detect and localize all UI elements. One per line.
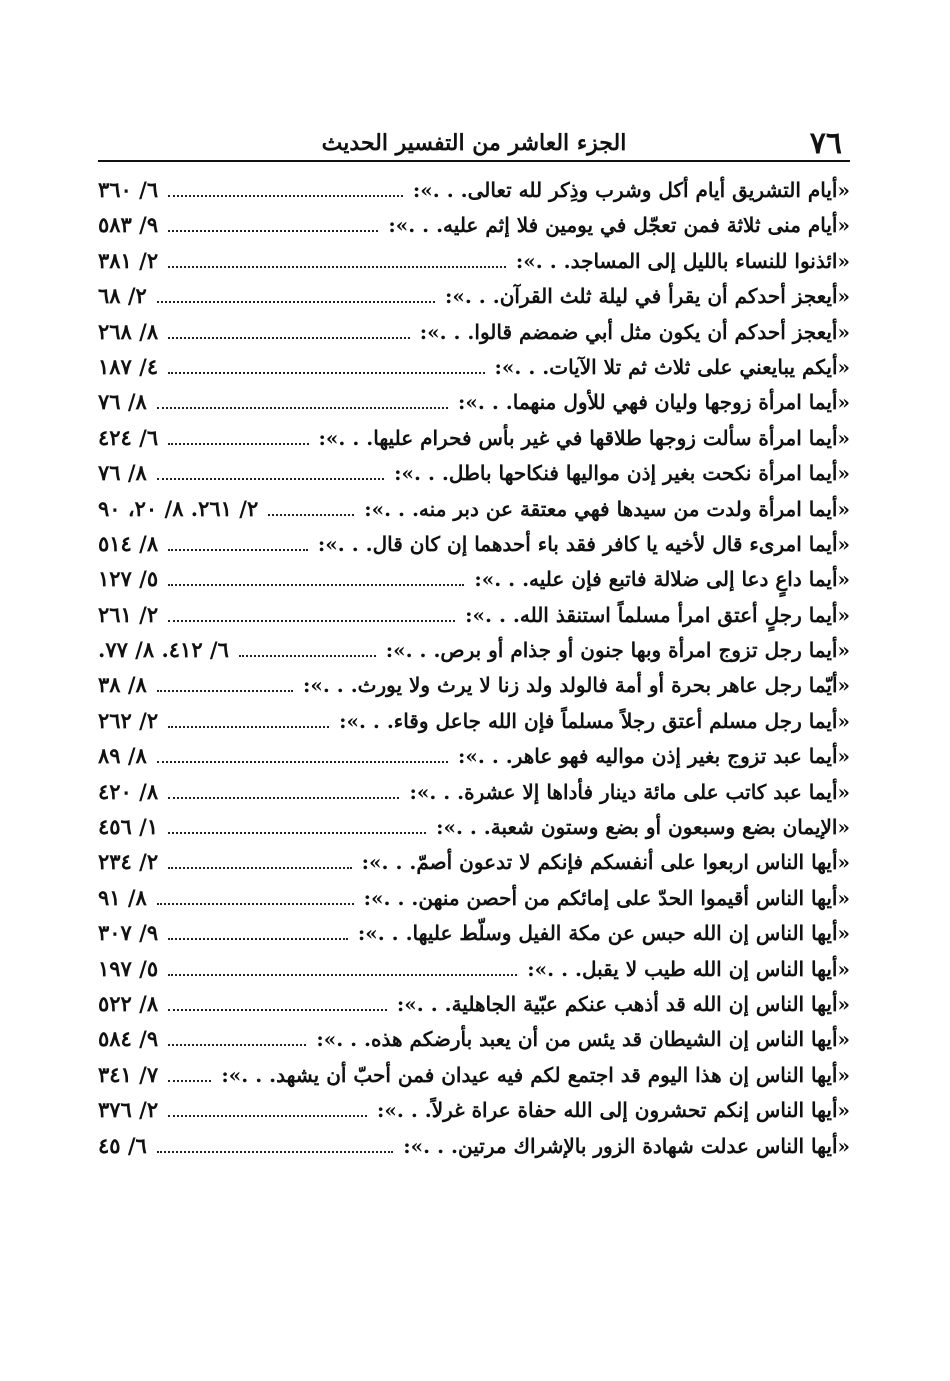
entry-text: «أيما امرىء قال لأخيه يا كافر فقد باء أحدهما إن كان قال. . .»: [317,531,850,556]
dot-leader [168,995,387,1011]
entry-reference: ٦/ ٤٥ [98,1132,147,1158]
dot-leader [168,606,455,622]
index-entry [98,738,850,773]
entry-reference: ٢/ ٦٨ [98,283,147,309]
dot-leader [168,1030,306,1046]
entry-reference: ٩/ ٣٠٧ [98,920,159,946]
index-entry [98,172,850,207]
index-entry [98,1021,850,1056]
entry-reference: ٨/ ٧٦ [98,460,147,486]
dot-leader [168,570,464,586]
index-entry [98,455,850,490]
entry-text: «أيما رجل مسلم أعتق رجلاً مسلماً فإن الله جاعل وقاء. . .»: [339,708,850,733]
dot-leader [239,641,376,657]
entry-text: «أيعجز أحدكم أن يقرأ في ليلة ثلث القرآن. . .»: [445,284,850,309]
entry-reference: ٢/ ٢٦٢ [98,707,159,733]
entry-text: «أيها الناس إن الشيطان قد يئس من أن يعبد بأرضكم هذه. . .»: [316,1027,850,1052]
index-entry [98,491,850,526]
entry-reference: ٥/ ١٩٧ [98,955,159,981]
index-entry [98,667,850,702]
index-entry [98,915,850,950]
entry-reference: ٨/ ٥١٤ [98,530,159,556]
entry-text: «ائذنوا للنساء بالليل إلى المساجد. . .»: [515,248,850,273]
index-entry [98,526,850,561]
dot-leader [168,181,403,197]
index-entry [98,207,850,242]
running-title: الجزء العاشر من التفسير الحديث [321,130,627,156]
dot-leader [168,712,329,728]
entry-reference: ٨/ ٢٦٨ [98,318,159,344]
entry-text: «أيّما رجل عاهر بحرة أو أمة فالولد ولد زنا لا يرث ولا يورث. . .»: [302,673,850,698]
index-entry [98,597,850,632]
entry-text: «أيما امرأة ولدت من سيدها فهي معتقة عن دبر منه. . .»: [364,496,850,521]
index-entry [98,420,850,455]
entry-reference: ٢/ ٣٨١ [98,247,159,273]
entry-reference: ٢/ ٢٦١ [98,601,159,627]
hadith-index-list [98,172,850,1163]
entry-text: «أيها الناس إن الله قد أذهب عنكم عبّية الجاهلية. . .»: [396,991,850,1016]
entry-reference: ١/ ٤٥٦ [98,814,159,840]
entry-text: «أيام التشريق أيام أكل وشرب وذِكر لله تعالى. . .»: [412,178,850,202]
index-entry [98,561,850,596]
index-entry [98,384,850,419]
dot-leader [268,500,354,516]
index-entry [98,986,850,1021]
entry-reference: ٢/ ٢٣٤ [98,849,159,875]
entry-text: «أيما رجل تزوج امرأة وبها جنون أو جذام أو برص. . .»: [385,638,850,663]
index-entry [98,243,850,278]
entry-text: «أيها الناس أقيموا الحدّ على إمائكم من أحصن منهن. . .»: [363,885,850,910]
index-entry [98,1092,850,1127]
entry-text: «أيام منى ثلاثة فمن تعجّل في يومين فلا إثم عليه. . .»: [388,213,850,238]
entry-text: «أيها الناس عدلت شهادة الزور بالإشراك مرتين. . .»: [403,1133,850,1158]
dot-leader [157,747,448,763]
index-entry [98,809,850,844]
dot-leader [168,960,517,976]
entry-text: «أيها الناس اربعوا على أنفسكم فإنكم لا تدعون أصمّ. . .»: [361,850,850,875]
dot-leader [168,924,348,940]
entry-text: «أيها الناس إن الله حبس عن مكة الفيل وسلّط عليها. . .»: [357,921,850,946]
dot-leader [168,429,308,445]
dot-leader [168,853,352,869]
index-entry [98,349,850,384]
entry-text: «أيما رجلٍ أعتق امرأ مسلماً استنقذ الله. . .»: [465,602,850,627]
page-header [98,120,850,162]
entry-text: «أيها الناس إن الله طيب لا يقبل. . .»: [527,956,850,981]
entry-reference: ٥/ ١٢٧ [98,566,159,592]
entry-reference: ٨/ ٨٩ [98,743,147,769]
entry-text: «الإيمان بضع وسبعون أو بضع وستون شعبة. . .»: [436,815,850,840]
index-entry [98,1128,850,1163]
entry-reference: ٨/ ٤٢٠ [98,778,159,804]
entry-reference: ٧/ ٣٤١ [98,1061,159,1087]
dot-leader [157,1137,393,1153]
index-entry [98,880,850,915]
entry-text: «أيعجز أحدكم أن يكون مثل أبي ضمضم قالوا. . .»: [419,319,850,344]
dot-leader [157,676,293,692]
index-entry [98,1057,850,1092]
index-entry [98,314,850,349]
entry-text: «أيما عبد كاتب على مائة دينار فأداها إلا عشرة. . .»: [409,779,850,804]
dot-leader [157,889,354,905]
entry-reference: ٨/ ٩١ [98,884,147,910]
dot-leader [168,216,378,232]
index-entry [98,951,850,986]
entry-text: «أيما امرأة نكحت بغير إذن مواليها فنكاحها باطل. . .»: [394,461,850,486]
entry-text: «أيها الناس إنكم تحشرون إلى الله حفاة عراة غرلاً. . .»: [377,1098,850,1123]
dot-leader [168,1101,367,1117]
entry-reference: ٩/ ٥٨٤ [98,1026,159,1052]
dot-leader [168,783,399,799]
entry-reference: ٨/ ٥٢٢ [98,990,159,1016]
dot-leader [168,252,506,268]
entry-text: «أيكم يبايعني على ثلاث ثم تلا الآيات. . .»: [494,354,850,379]
entry-reference: ٢/ ٣٧٦ [98,1097,159,1123]
entry-text: «أيما امرأة زوجها وليان فهي للأول منهما. . .»: [458,390,850,415]
index-entry [98,774,850,809]
dot-leader [168,535,308,551]
entry-reference: ٤/ ١٨٧ [98,353,159,379]
entry-text: «أيما داعٍ دعا إلى ضلالة فاتبع فإن عليه. . .»: [474,567,850,592]
dot-leader [168,358,484,374]
entry-text: «أيها الناس إن هذا اليوم قد اجتمع لكم فيه عيدان فمن أحبّ أن يشهد. . .»: [221,1062,850,1087]
dot-leader [168,1066,211,1082]
entry-reference: ٦/ ٤٢٤ [98,424,159,450]
dot-leader [157,287,435,303]
dot-leader [168,818,426,834]
entry-text: «أيما امرأة سألت زوجها طلاقها في غير بأس فحرام عليها. . .»: [318,425,850,450]
entry-reference: ٦/ ٤١٢. ٨/ ٧٧. [98,637,229,663]
entry-reference: ٦/ ٣٦٠ [98,177,159,202]
entry-reference: ٨/ ٧٦ [98,389,147,415]
dot-leader [157,464,384,480]
dot-leader [157,393,448,409]
index-entry [98,278,850,313]
index-entry [98,703,850,738]
entry-reference: ٢/ ٢٦١. ٨/ ٢٠، ٩٠ [98,495,259,521]
entry-reference: ٩/ ٥٨٣ [98,212,159,238]
entry-text: «أيما عبد تزوج بغير إذن مواليه فهو عاهر. . .»: [458,744,850,769]
entry-reference: ٨/ ٣٨ [98,672,147,698]
dot-leader [168,323,410,339]
index-entry [98,844,850,879]
index-entry [98,632,850,667]
page-number: ٧٦ [809,126,842,161]
